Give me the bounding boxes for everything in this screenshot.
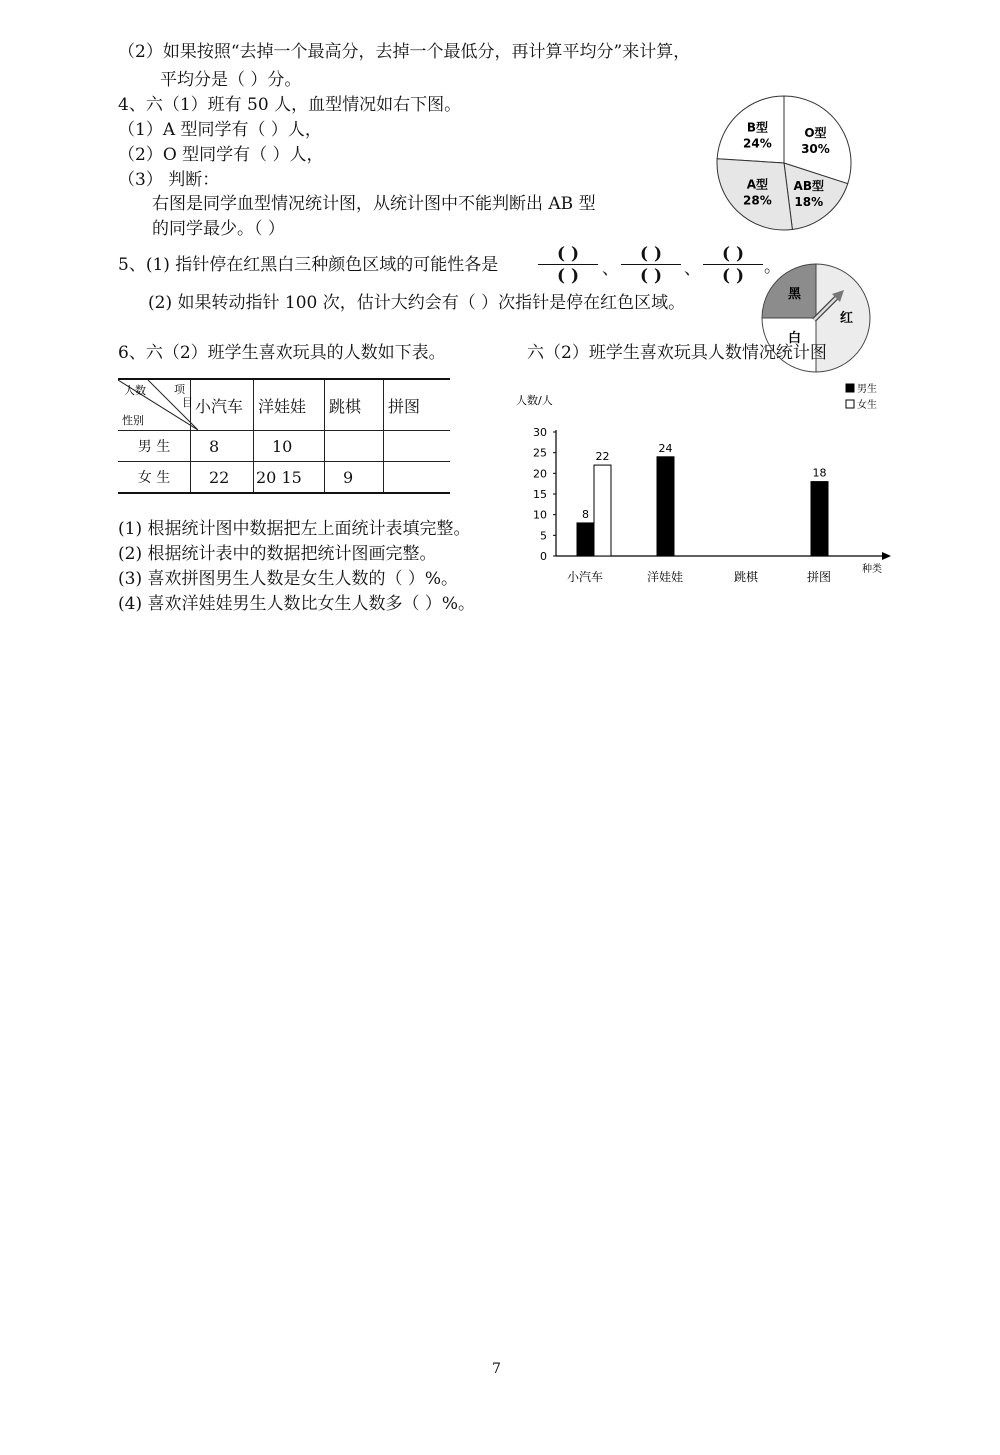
q3-line1: （2）如果按照“去掉一个最高分，去掉一个最低分，再计算平均分”来计算，: [118, 42, 691, 62]
bar-value-label: 24: [658, 441, 673, 455]
table-header: 洋娃娃: [254, 379, 325, 431]
blood-type-pie: [713, 93, 855, 233]
row-label: 女 生: [118, 462, 191, 494]
svg-text:人数: 人数: [124, 384, 146, 397]
fraction-sep-2: 、: [684, 259, 701, 279]
table-cell: 20 15: [254, 462, 325, 494]
table-cell: 9: [325, 462, 384, 494]
q4-a-type: （1）A 型同学有（ ）人，: [118, 120, 322, 140]
table-cell: 10: [254, 431, 325, 462]
table-cell: [384, 431, 451, 462]
bar-男生: [577, 523, 594, 556]
q5-line1: 5、(1) 指针停在红黑白三种颜色区域的可能性各是: [118, 255, 499, 275]
q4-o-type: （2）O 型同学有（ ）人，: [118, 145, 324, 165]
fraction-red: ( ) ( ): [538, 245, 598, 285]
toy-bar-chart: [510, 376, 900, 586]
table-cell: [384, 462, 451, 494]
table-cell: [325, 431, 384, 462]
legend-label: 男生: [857, 384, 877, 395]
bar-value-label: 8: [582, 507, 589, 521]
chart-title: 六（2）班学生喜欢玩具人数情况统计图: [527, 343, 827, 363]
legend-swatch: [846, 384, 854, 392]
pie-slice-pct: 30%: [801, 142, 830, 157]
y-axis-label: 人数/人: [516, 394, 553, 407]
table-header: 拼图: [384, 379, 451, 431]
bar-value-label: 18: [812, 466, 827, 480]
y-tick-label: 10: [533, 508, 547, 522]
pie-slice-label: O型: [804, 126, 827, 141]
fraction-sep-1: 、: [602, 259, 619, 279]
q6-title: 6、六（2）班学生喜欢玩具的人数如下表。: [118, 343, 446, 363]
table-corner: [118, 379, 191, 431]
svg-text:项: 项: [174, 383, 185, 396]
table-header: 跳棋: [325, 379, 384, 431]
x-axis-arrow-icon: [882, 552, 891, 560]
x-tick-label: 拼图: [806, 570, 832, 584]
q4-judge: （3） 判断：: [118, 170, 220, 190]
bar-男生: [811, 482, 828, 556]
y-tick-label: 0: [540, 550, 547, 563]
y-tick-label: 5: [540, 529, 547, 543]
legend-label: 女生: [857, 400, 877, 411]
table-row: [118, 462, 450, 494]
fraction-black: ( ) ( ): [621, 245, 681, 285]
q3-line2: 平均分是（ ）分。: [160, 70, 302, 90]
q6-sub1: (1) 根据统计图中数据把左上面统计表填完整。: [118, 519, 471, 539]
q4-title: 4、六（1）班有 50 人，血型情况如右下图。: [118, 95, 462, 115]
fraction-end: 。: [764, 257, 781, 277]
page-number: 7: [492, 1361, 501, 1377]
x-tick-label: 洋娃娃: [646, 570, 684, 584]
x-axis-label: 种类: [862, 564, 882, 575]
bar-女生: [594, 465, 611, 556]
x-tick-label: 小汽车: [566, 570, 604, 584]
pie-slice-pct: 24%: [743, 136, 772, 151]
q4-judge-line1: 右图是同学血型情况统计图，从统计图中不能判断出 AB 型: [152, 194, 596, 214]
spinner-label-black: 黑: [788, 287, 802, 302]
y-tick-label: 25: [533, 446, 547, 460]
table-cell: 22: [191, 462, 254, 494]
bar-value-label: 22: [595, 450, 610, 464]
table-header: 小汽车: [191, 379, 254, 431]
pie-slice-label: B型: [746, 120, 768, 135]
legend-swatch: [846, 400, 854, 408]
table-row: [118, 431, 450, 462]
y-tick-label: 20: [533, 467, 547, 481]
q6-sub2: (2) 根据统计表中的数据把统计图画完整。: [118, 544, 437, 564]
q4-judge-line2: 的同学最少。（ ）: [152, 219, 285, 239]
svg-text:目: 目: [182, 396, 193, 409]
q5-line2: (2) 如果转动指针 100 次，估计大约会有（ ）次指针是停在红色区域。: [148, 293, 686, 313]
pie-slice-label: AB型: [793, 178, 824, 193]
pie-slice-pct: 18%: [794, 194, 824, 209]
pie-slice-label: A型: [746, 177, 769, 192]
svg-text:性别: 性别: [122, 414, 144, 427]
toy-table: [118, 378, 450, 494]
y-tick-label: 30: [533, 426, 547, 439]
bar-男生: [657, 457, 674, 556]
pie-slice-pct: 28%: [743, 193, 772, 208]
y-tick-label: 15: [533, 488, 547, 501]
x-tick-label: 跳棋: [733, 570, 759, 584]
q6-sub3: (3) 喜欢拼图男生人数是女生人数的（ ）%。: [118, 569, 459, 589]
q6-sub4: (4) 喜欢洋娃娃男生人数比女生人数多（ ）%。: [118, 594, 476, 614]
table-cell: 8: [191, 431, 254, 462]
row-label: 男 生: [118, 431, 191, 462]
spinner-label-white: 白: [788, 331, 802, 346]
fraction-white: ( ) ( ): [703, 245, 763, 285]
spinner-label-red: 红: [840, 311, 854, 326]
